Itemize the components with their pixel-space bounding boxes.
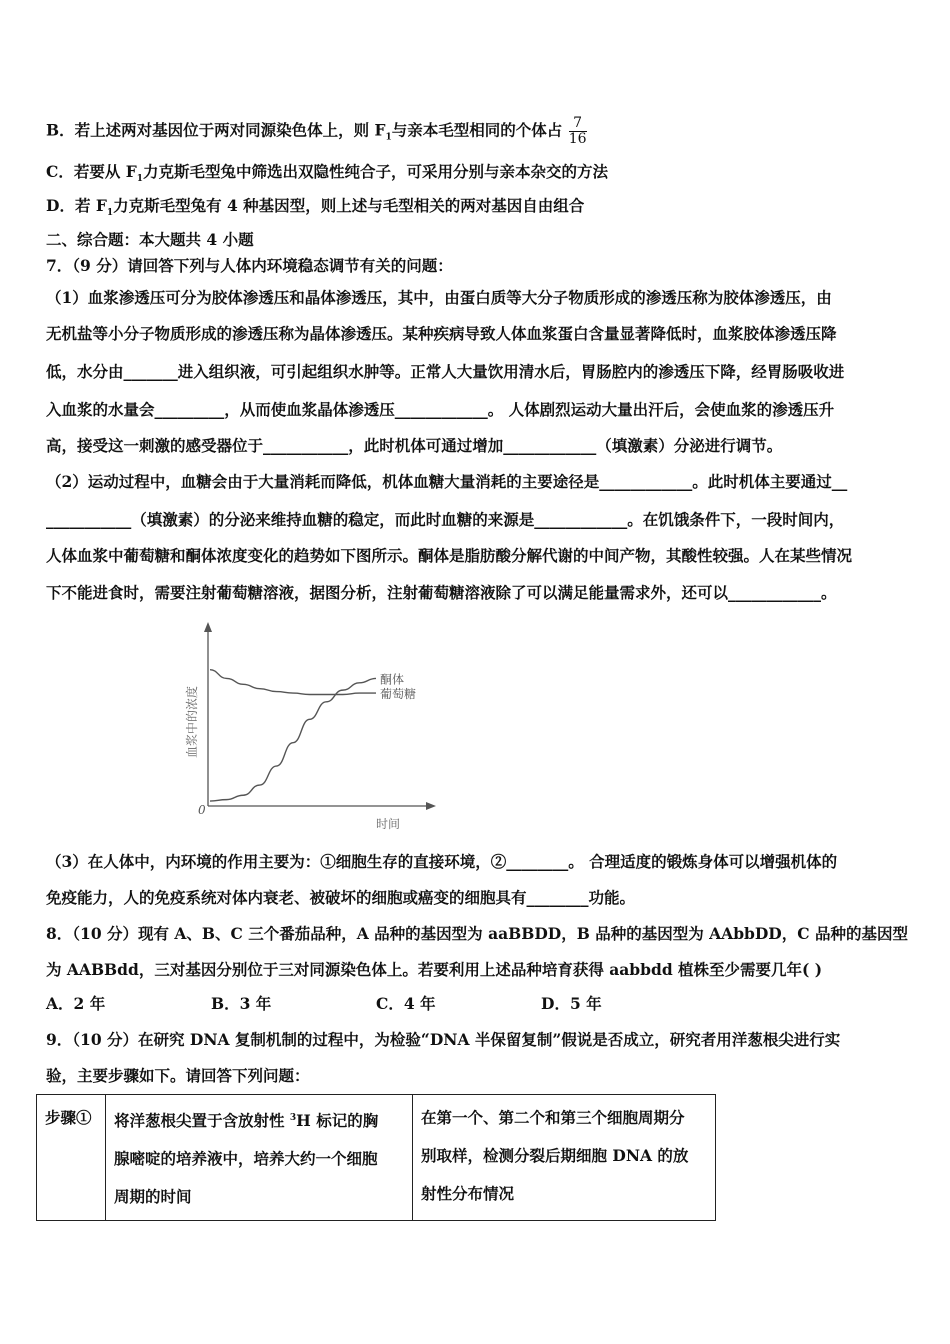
- q7-part3-line: （3）在人体中，内环境的作用主要为：①细胞生存的直接环境，②________。 合理适度的锻炼身体可以增强机体的: [46, 852, 838, 871]
- option-b: B．若上述两对基因位于两对同源染色体上，则 $F_1$与亲本毛型相同的个体占 $\frac{7}{16}$: [46, 115, 587, 147]
- x-axis-label: 时间: [376, 817, 401, 831]
- q7-part2-line: 人体血浆中葡萄糖和酮体浓度变化的趋势如下图所示。酮体是脂肪酸分解代谢的中间产物，其酸性较强。人在某些情况: [46, 546, 853, 565]
- option-c: C．4 年: [376, 994, 436, 1013]
- question-8-options: [46, 994, 602, 1014]
- x-axis-arrow: [426, 802, 436, 810]
- q7-part2-line: 下不能进食时，需要注射葡萄糖溶液，据图分析，注射葡萄糖溶液除了可以满足能量需求外，还可以____________。: [46, 583, 837, 602]
- y-axis-label: 血浆中的浓度: [185, 685, 199, 758]
- question-7-title: 7．（9 分）请回答下列与人体内环境稳态调节有关的问题：: [46, 256, 453, 275]
- y-axis-arrow: [204, 622, 212, 632]
- step-label: 步骤①: [37, 1095, 106, 1221]
- series-line-glucose: [210, 670, 376, 695]
- fraction: $\frac{7}{16}$: [568, 115, 587, 147]
- q7-part2-line: ___________（填激素）的分泌来维持血糖的稳定，而此时血糖的来源是____________。在饥饿条件下，一段时间内，: [46, 510, 845, 529]
- step-detection: 在第一个、第二个和第三个细胞周期分 别取样，检测分裂后期细胞 DNA 的放 射性分布情况: [413, 1095, 716, 1221]
- q7-part1-line: 低，水分由_______进入组织液，可引起组织水肿等。正常人大量饮用清水后，胃肠腔内的渗透压下降，经胃肠吸收进: [46, 362, 845, 381]
- option-d: D．5 年: [541, 994, 602, 1013]
- step-procedure: 将洋葱根尖置于含放射性 $^3$H 标记的胸 腺嘧啶的培养液中，培养大约一个细胞 周期的时间: [106, 1095, 413, 1221]
- section-heading: 二、综合题：本大题共 4 小题: [46, 230, 254, 249]
- option-b: B．3 年: [211, 994, 272, 1013]
- q7-part1-line: （1）血浆渗透压可分为胶体渗透压和晶体渗透压，其中，由蛋白质等大分子物质形成的渗透压称为胶体渗透压，由: [46, 288, 832, 307]
- question-8-line: 8．（10 分）现有 A、B、C 三个番茄品种，A 品种的基因型为 aaBBDD，B 品种的基因型为 AAbbDD，C 品种的基因型: [46, 924, 908, 943]
- option-a: A．2 年: [46, 994, 106, 1013]
- option-d: D．若 $F_1$力克斯毛型兔有 4 种基因型，则上述与毛型相关的两对基因自由组合: [46, 196, 585, 219]
- legend-label: 葡萄糖: [380, 687, 417, 702]
- question-8-line: 为 AABBdd，三对基因分别位于三对同源染色体上。若要利用上述品种培育获得 aabbdd 植株至少需要几年( ): [46, 960, 823, 979]
- q7-part3-line: 免疫能力，人的免疫系统对体内衰老、被破坏的细胞或癌变的细胞具有________功能。: [46, 888, 636, 907]
- q7-part2-line: （2）运动过程中，血糖会由于大量消耗而降低，机体血糖大量消耗的主要途径是____________。此时机体主要通过__: [46, 472, 848, 491]
- table-row: [37, 1095, 716, 1221]
- q7-part1-line: 无机盐等小分子物质形成的渗透压称为晶体渗透压。某种疾病导致人体血浆蛋白含量显著降低时，血浆胶体渗透压降: [46, 324, 837, 343]
- option-c: C．若要从 $F_1$力克斯毛型兔中筛选出双隐性纯合子，可采用分别与亲本杂交的方法: [46, 162, 609, 185]
- legend-label: 酮体: [380, 672, 405, 687]
- steps-table: [36, 1094, 716, 1221]
- q7-part1-line: 高，接受这一刺激的感受器位于___________，此时机体可通过增加____________（填激素）分泌进行调节。: [46, 436, 783, 455]
- question-9-line: 验，主要步骤如下。请回答下列问题：: [46, 1066, 310, 1085]
- origin-label: 0: [198, 803, 206, 817]
- q7-part1-line: 入血浆的水量会_________，从而使血浆晶体渗透压____________。 人体剧烈运动大量出汗后，会使血浆的渗透压升: [46, 400, 835, 419]
- series-line-ketone: [210, 678, 376, 801]
- concentration-chart: [180, 618, 440, 843]
- question-9-line: 9．（10 分）在研究 DNA 复制机制的过程中，为检验“DNA 半保留复制”假说是否成立，研究者用洋葱根尖进行实: [46, 1030, 841, 1049]
